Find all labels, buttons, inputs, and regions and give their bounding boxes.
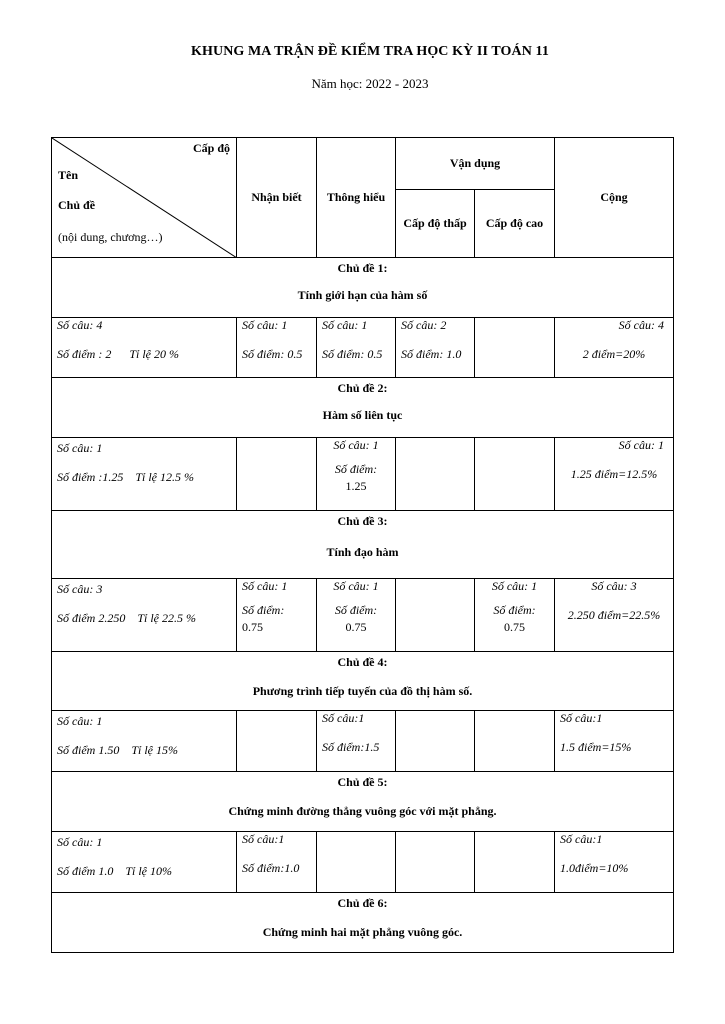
topic-label: Chủ đề: [58, 198, 96, 212]
count-cell: Số câu: 1: [333, 438, 379, 452]
col-cap-do-thap: Cấp độ thấp: [396, 190, 475, 258]
total-cell: 1.0điểm=10%: [560, 861, 629, 875]
count-cell: Số câu: 1: [242, 318, 288, 332]
data-row: [52, 318, 674, 378]
topic-name: Chứng minh hai mặt phẳng vuông góc.: [262, 925, 463, 939]
summary-ratio: Tỉ lệ 22.5 %: [137, 611, 196, 625]
score-cell: Số điểm: 0.5: [322, 347, 383, 361]
score-cell: Số điểm:1.5: [322, 740, 380, 754]
col-cap-do-cao: Cấp độ cao: [475, 190, 555, 258]
empty-cell: [317, 832, 396, 893]
count-cell: Số câu: 1: [333, 579, 379, 593]
topic-name: Tính giới hạn của hàm số: [297, 288, 428, 302]
summary-score: Số điểm 1.50: [57, 743, 120, 757]
topic-label: Chủ đề 5:: [337, 775, 388, 789]
content-label: (nội dung, chương…): [58, 230, 163, 244]
total-cell: 2.250 điểm=22.5%: [567, 608, 661, 622]
topic-row: [52, 378, 674, 438]
data-row: [52, 711, 674, 772]
topic-label: Chủ đề 3:: [337, 514, 388, 528]
corner-header: [52, 138, 237, 258]
total-cell: 1.5 điểm=15%: [560, 740, 632, 754]
summary-count: Số câu: 1: [57, 441, 103, 455]
empty-cell: [475, 438, 555, 511]
score-cell: Số điểm:: [334, 462, 378, 476]
count-cell: Số câu: 1: [242, 579, 288, 593]
col-thong-hieu: Thông hiểu: [317, 138, 396, 258]
score-value: 0.75: [345, 620, 367, 634]
total-cell: 2 điểm=20%: [582, 347, 646, 361]
summary-score: Số điểm : 2: [57, 347, 112, 361]
data-row: [52, 438, 674, 511]
topic-name: Tính đạo hàm: [326, 545, 399, 559]
header-row: [52, 138, 674, 190]
score-value: 1.25: [345, 479, 367, 493]
summary-score: Số điểm :1.25: [57, 470, 124, 484]
score-cell: Số điểm:: [242, 603, 285, 617]
topic-row: [52, 511, 674, 579]
count-cell: Số câu:1: [560, 832, 603, 846]
topic-label: Chủ đề 2:: [337, 381, 388, 395]
data-row: [52, 579, 674, 652]
count-cell: Số câu:1: [242, 832, 285, 846]
empty-cell: [396, 832, 475, 893]
summary-count: Số câu: 1: [57, 714, 103, 728]
summary-count: Số câu: 3: [57, 582, 103, 596]
empty-cell: [475, 832, 555, 893]
empty-cell: [396, 711, 475, 772]
topic-label: Chủ đề 6:: [337, 896, 388, 910]
col-van-dung: Vận dụng: [396, 138, 555, 190]
level-label: Cấp độ: [192, 141, 230, 155]
topic-label: Chủ đề 1:: [337, 261, 388, 275]
topic-row: [52, 652, 674, 711]
score-cell: Số điểm:1.0: [242, 861, 300, 875]
empty-cell: [475, 318, 555, 378]
summary-score: Số điểm 1.0: [57, 864, 114, 878]
summary-ratio: Tỉ lệ 15%: [131, 743, 178, 757]
score-cell: Số điểm:: [334, 603, 378, 617]
summary-ratio: Tỉ lệ 10%: [125, 864, 172, 878]
total-cell: 1.25 điểm=12.5%: [570, 467, 658, 481]
count-cell: Số câu:1: [322, 711, 365, 725]
page-title: KHUNG MA TRẬN ĐỀ KIỂM TRA HỌC KỲ II TOÁN 11: [191, 44, 549, 59]
summary-count: Số câu: 4: [57, 318, 103, 332]
count-cell: Số câu: 2: [401, 318, 447, 332]
score-cell: Số điểm:: [493, 603, 536, 617]
count-cell: Số câu: 1: [322, 318, 368, 332]
topic-row: [52, 258, 674, 318]
col-cong: Cộng: [555, 138, 674, 258]
school-year: Năm học: 2022 - 2023: [311, 76, 429, 91]
score-cell: Số điểm: 1.0: [401, 347, 462, 361]
empty-cell: [237, 711, 317, 772]
summary-ratio: Tỉ lệ 12.5 %: [135, 470, 194, 484]
empty-cell: [237, 438, 317, 511]
topic-label: Chủ đề 4:: [337, 655, 388, 669]
data-row: [52, 832, 674, 893]
score-value: 0.75: [242, 620, 263, 634]
score-value: 0.75: [504, 620, 525, 634]
count-cell: Số câu: 1: [618, 438, 664, 452]
topic-row: [52, 893, 674, 953]
summary-score: Số điểm 2.250: [57, 611, 126, 625]
empty-cell: [396, 579, 475, 652]
topic-name: Chứng minh đường thẳng vuông góc với mặt phẳng.: [228, 804, 497, 818]
summary-count: Số câu: 1: [57, 835, 103, 849]
topic-name: Phương trình tiếp tuyến của đồ thị hàm số.: [252, 684, 473, 698]
matrix-table: [51, 137, 674, 953]
count-cell: Số câu: 4: [618, 318, 664, 332]
summary-ratio: Tỉ lệ 20 %: [129, 347, 179, 361]
count-cell: Số câu: 3: [591, 579, 637, 593]
score-cell: Số điểm: 0.5: [242, 347, 303, 361]
count-cell: Số câu:1: [560, 711, 603, 725]
empty-cell: [475, 711, 555, 772]
empty-cell: [396, 438, 475, 511]
topic-row: [52, 772, 674, 832]
name-label: Tên: [58, 168, 79, 182]
count-cell: Số câu: 1: [491, 579, 538, 593]
col-nhan-biet: Nhận biết: [237, 138, 317, 258]
topic-name: Hàm số liên tục: [322, 408, 403, 422]
